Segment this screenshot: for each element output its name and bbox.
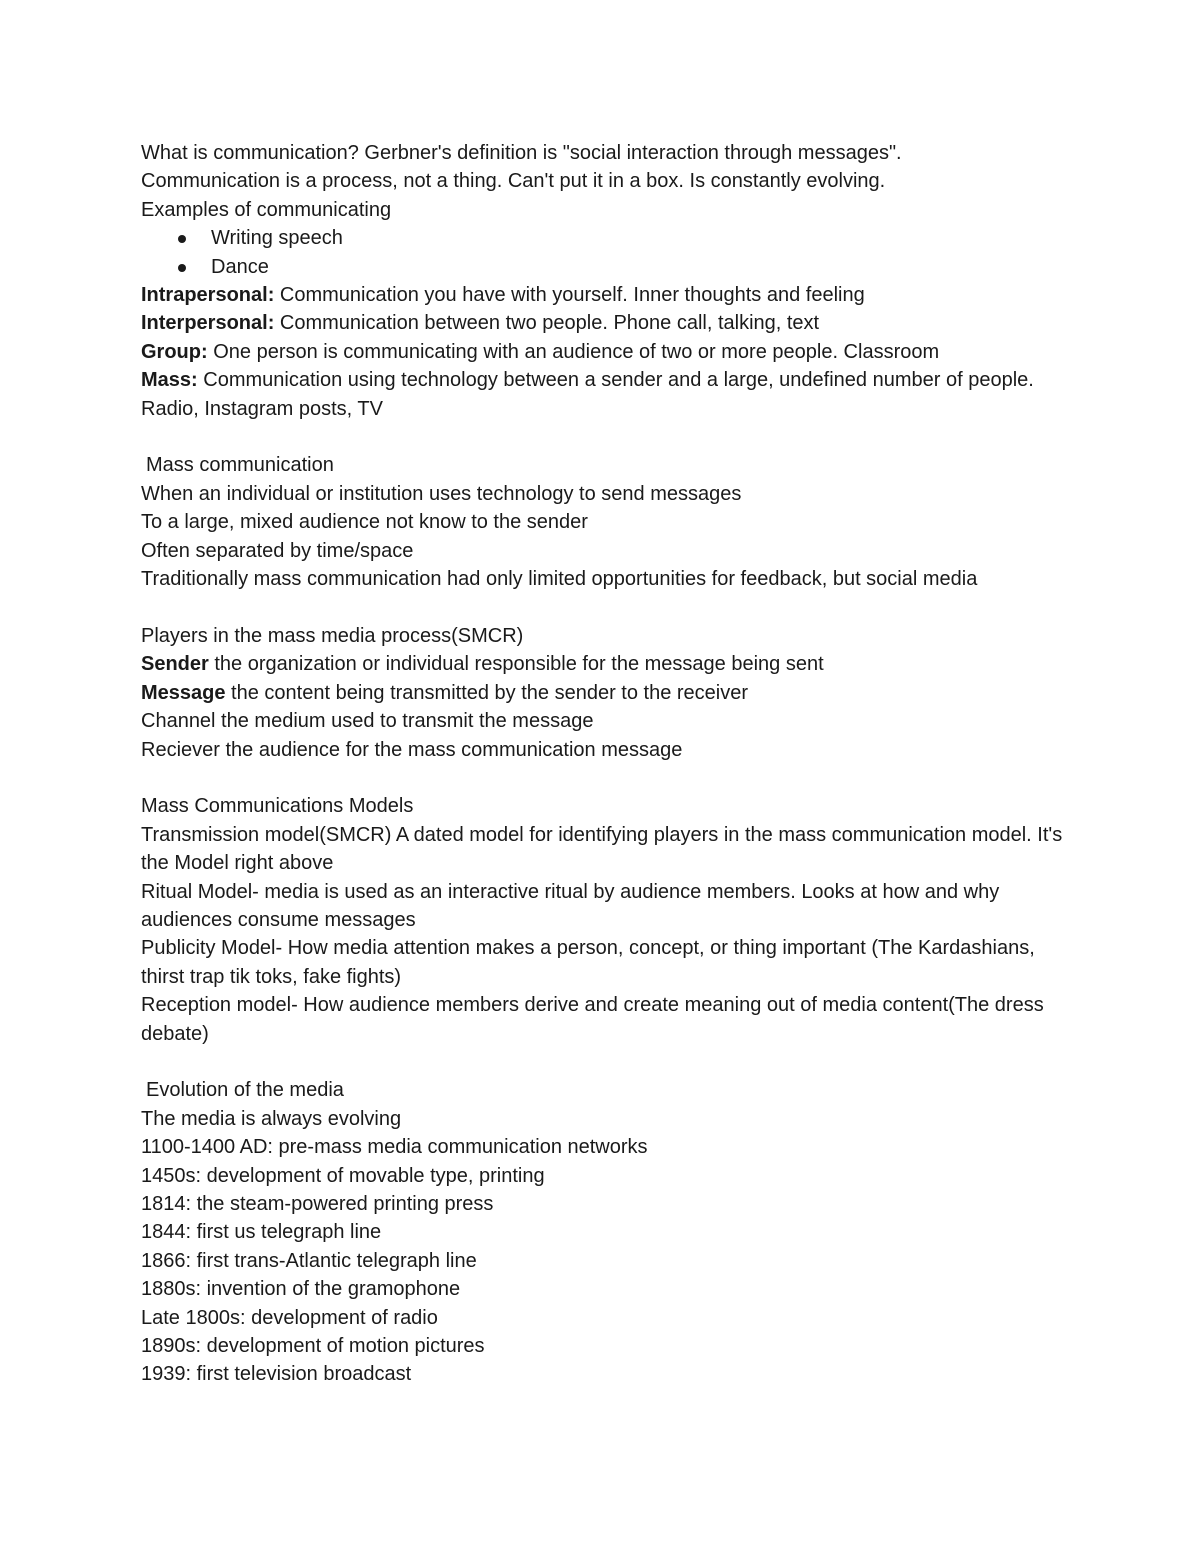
mass-comm-line: To a large, mixed audience not know to the sender — [141, 511, 588, 534]
player-channel: Channel the medium used to transmit the message — [141, 710, 594, 733]
player-sender: Sender the organization or individual responsible for the message being sent — [141, 653, 824, 676]
player-receiver: Reciever the audience for the mass communication message — [141, 738, 683, 761]
intro-line-2: Communication is a process, not a thing. Can't put it in a box. Is constantly evolving. — [141, 170, 886, 193]
mass-comm-line: Often separated by time/space — [141, 539, 414, 562]
type-mass: Mass: Communication using technology between a sender and a large, undefined number of people. Radio, Instagram posts, TV — [141, 369, 1034, 420]
evolution-line: 1814: the steam-powered printing press — [141, 1192, 494, 1215]
type-group: Group: One person is communicating with an audience of two or more people. Classroom — [141, 340, 940, 363]
document-page — [141, 139, 1071, 1389]
spacer — [141, 1048, 1071, 1076]
intro-line-1: What is communication? Gerbner's definition is "social interaction through messages". — [141, 142, 902, 164]
list-item: Writing speech — [141, 224, 1071, 252]
evolution-line: 1939: first television broadcast — [141, 1363, 412, 1386]
evolution-line: 1890s: development of motion pictures — [141, 1335, 485, 1357]
mass-comm-heading: Mass communication — [146, 454, 334, 477]
evolution-line: Late 1800s: development of radio — [141, 1306, 438, 1329]
list-item: Dance — [141, 253, 1071, 281]
player-message: Message the content being transmitted by the sender to the receiver — [141, 681, 749, 704]
model-publicity: Publicity Model- How media attention makes a person, concept, or thing important (The Kardashians, thirst trap tik toks, fake fights) — [141, 937, 1035, 988]
bullet-icon — [178, 264, 186, 272]
model-transmission: Transmission model(SMCR) A dated model for identifying players in the mass communication model. It's the Model right above — [141, 823, 1063, 875]
evolution-line: The media is always evolving — [141, 1107, 402, 1130]
evolution-line: 1450s: development of movable type, printing — [141, 1164, 545, 1187]
model-ritual: Ritual Model- media is used as an interactive ritual by audience members. Looks at how and why audiences consume messages — [141, 880, 1000, 931]
evolution-line: 1844: first us telegraph line — [141, 1221, 382, 1244]
evolution-line: 1100-1400 AD: pre-mass media communication networks — [141, 1136, 648, 1159]
spacer — [141, 423, 1071, 451]
mass-comm-line: When an individual or institution uses technology to send messages — [141, 482, 742, 505]
evolution-heading: Evolution of the media — [146, 1079, 344, 1102]
examples-list — [141, 224, 1071, 281]
bullet-icon — [178, 235, 186, 243]
examples-heading: Examples of communicating — [141, 198, 392, 221]
models-heading: Mass Communications Models — [141, 795, 414, 818]
evolution-line: 1880s: invention of the gramophone — [141, 1278, 461, 1301]
model-reception: Reception model- How audience members derive and create meaning out of media content(The dress debate) — [141, 994, 1044, 1045]
spacer — [141, 593, 1071, 621]
mass-comm-line: Traditionally mass communication had only limited opportunities for feedback, but social media — [141, 568, 978, 591]
spacer — [141, 764, 1071, 792]
players-heading: Players in the mass media process(SMCR) — [141, 624, 524, 647]
type-intrapersonal: Intrapersonal: Communication you have with yourself. Inner thoughts and feeling — [141, 284, 865, 307]
evolution-line: 1866: first trans-Atlantic telegraph line — [141, 1249, 477, 1272]
type-interpersonal: Interpersonal: Communication between two people. Phone call, talking, text — [141, 312, 820, 335]
